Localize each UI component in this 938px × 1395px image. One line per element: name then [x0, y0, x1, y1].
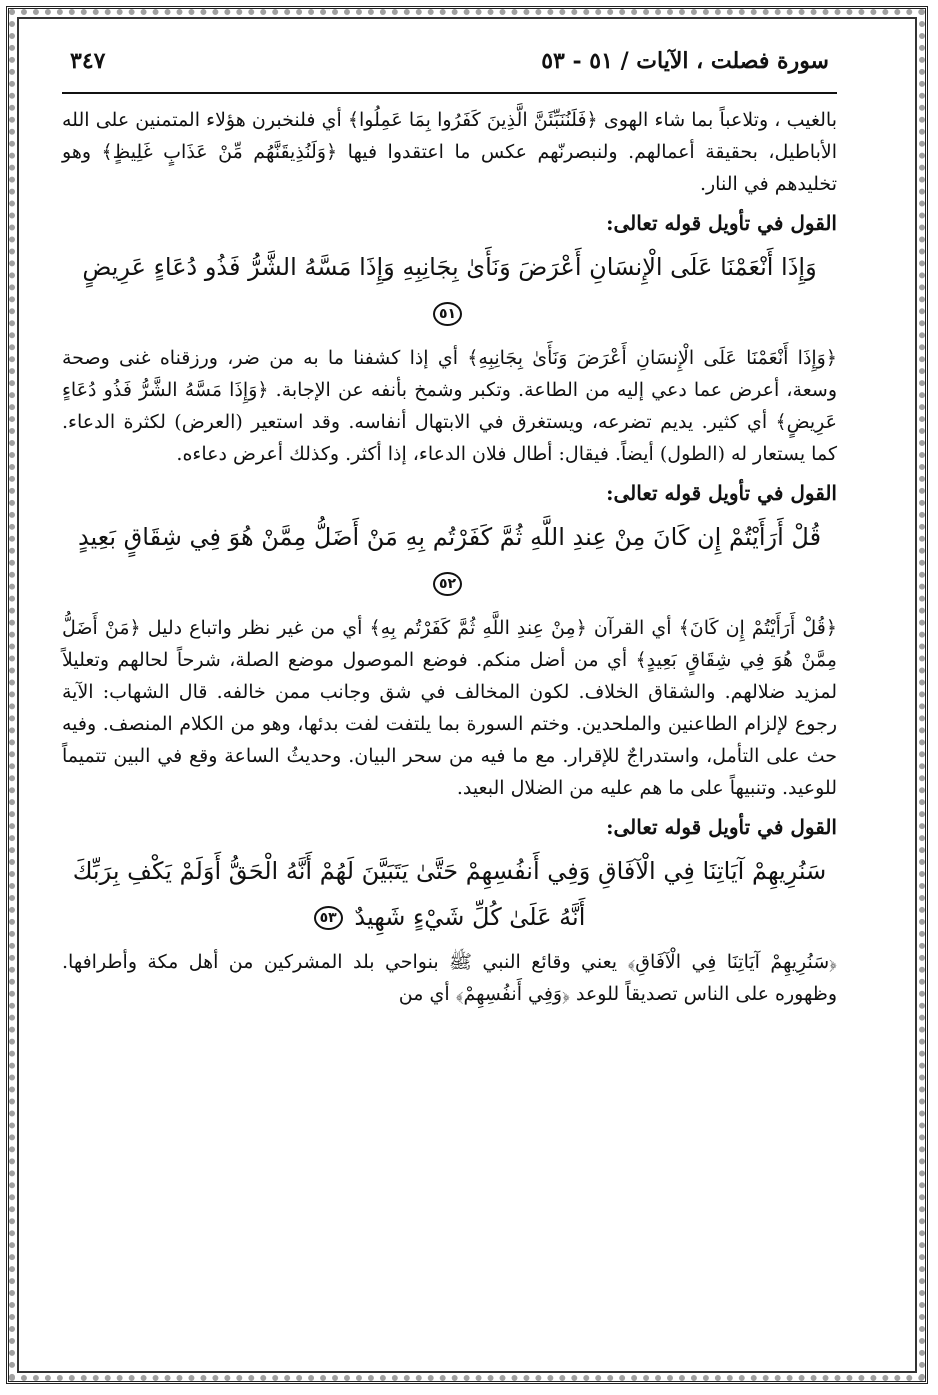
page-content: [62, 48, 837, 1010]
ayah-number-53: ٥٣: [314, 906, 343, 930]
paragraph-4: ﴿سَنُرِيهِمْ آيَاتِنَا فِي الْآفَاقِ﴾ يعني وقائع النبي ﷺ بنواحي بلد المشركين من أهل مكة وأطرافها. وظهوره على الناس تصديقاً للوعد ﴿وَفِي أَنفُسِهِمْ﴾ أي من: [62, 951, 837, 1005]
section-heading-2: القول في تأويل قوله تعالى:: [606, 481, 837, 505]
quran-verse-51: [62, 244, 837, 336]
verse-51-text: وَإِذَا أَنْعَمْنَا عَلَى الْإِنسَانِ أَعْرَضَ وَنَأَىٰ بِجَانِبِهِ وَإِذَا مَسَّهُ الشَّرُّ فَذُو دُعَاءٍ عَرِيضٍ: [82, 253, 817, 281]
paragraph-2: ﴿وَإِذَا أَنْعَمْنَا عَلَى الْإِنسَانِ أَعْرَضَ وَنَأَىٰ بِجَانِبِهِ﴾ أي إذا كشفنا ما به من ضر، ورزقناه غنى وصحة وسعة، أعرض عما دعي إليه من الطاعة. وتكبر وشمخ بأنفه عن الإجابة. ﴿وَإِذَا مَسَّهُ الشَّرُّ فَذُو دُعَاءٍ عَرِيضٍ﴾ أي كثير. يديم تضرعه، ويستغرق في الابتهال أنفاسه. وقد استعير (العرض) لكثرة الدعاء. كما يستعار له (الطول) أيضاً. فيقال: أطال فلان الدعاء، إذا أكثر. وكذلك أعرض دعاءه.: [62, 347, 837, 465]
section-heading-3: القول في تأويل قوله تعالى:: [606, 815, 837, 839]
quran-verse-52: [62, 514, 837, 606]
paragraph-3: ﴿قُلْ أَرَأَيْتُمْ إِن كَانَ﴾ أي القرآن ﴿مِنْ عِندِ اللَّهِ ثُمَّ كَفَرْتُم بِهِ﴾ أي من غير نظر واتباع دليل ﴿مَنْ أَضَلُّ مِمَّنْ هُوَ فِي شِقَاقٍ بَعِيدٍ﴾ أي من أضل منكم. فوضع الموصول موضع الصلة، شرحاً لحالهم وتعليلاً لمزيد ضلالهم. والشقاق الخلاف. لكون المخالف في شق وجانب ممن خالفه. قال الشهاب: الآية رجوع لإلزام الطاعنين والملحدين. وختم السورة بما يلتفت لفت بدئها، وهو من الكلام المنصف. وفيه حث على التأمل، واستدراجٌ للإقرار. مع ما فيه من سحر البيان. وحديثُ الساعة وقع في البين تتميماً للوعيد. وتنبيهاً على ما هم عليه من الضلال البعيد.: [62, 617, 837, 799]
verse-53-text: سَنُرِيهِمْ آيَاتِنَا فِي الْآفَاقِ وَفِي أَنفُسِهِمْ حَتَّىٰ يَتَبَيَّنَ لَهُمْ أَنَّهُ الْحَقُّ أَوَلَمْ يَكْفِ بِرَبِّكَ أَنَّهُ عَلَىٰ كُلِّ شَيْءٍ شَهِيدٌ: [72, 857, 827, 931]
page-number: ٣٤٧: [70, 48, 106, 74]
running-header: [62, 48, 837, 94]
quran-verse-53: [62, 848, 837, 940]
section-heading-1: القول في تأويل قوله تعالى:: [606, 211, 837, 235]
running-title: سورة فصلت ، الآيات / ٥١ - ٥٣: [541, 48, 829, 74]
ayah-number-52: ٥٢: [433, 572, 462, 596]
paragraph-1: بالغيب ، وتلاعباً بما شاء الهوى ﴿فَلَنُنَبِّئَنَّ الَّذِينَ كَفَرُوا بِمَا عَمِلُوا﴾ أي فلنخبرن هؤلاء المتمنين على الله الأباطيل، بحقيقة أعمالهم. ولنبصرنّهم عكس ما اعتقدوا فيها ﴿وَلَنُذِيقَنَّهُم مِّنْ عَذَابٍ غَلِيظٍ﴾ وهو تخليدهم في النار.: [62, 109, 837, 195]
ayah-number-51: ٥١: [433, 302, 462, 326]
verse-52-text: قُلْ أَرَأَيْتُمْ إِن كَانَ مِنْ عِندِ اللَّهِ ثُمَّ كَفَرْتُم بِهِ مَنْ أَضَلُّ مِمَّنْ هُوَ فِي شِقَاقٍ بَعِيدٍ: [77, 523, 822, 551]
